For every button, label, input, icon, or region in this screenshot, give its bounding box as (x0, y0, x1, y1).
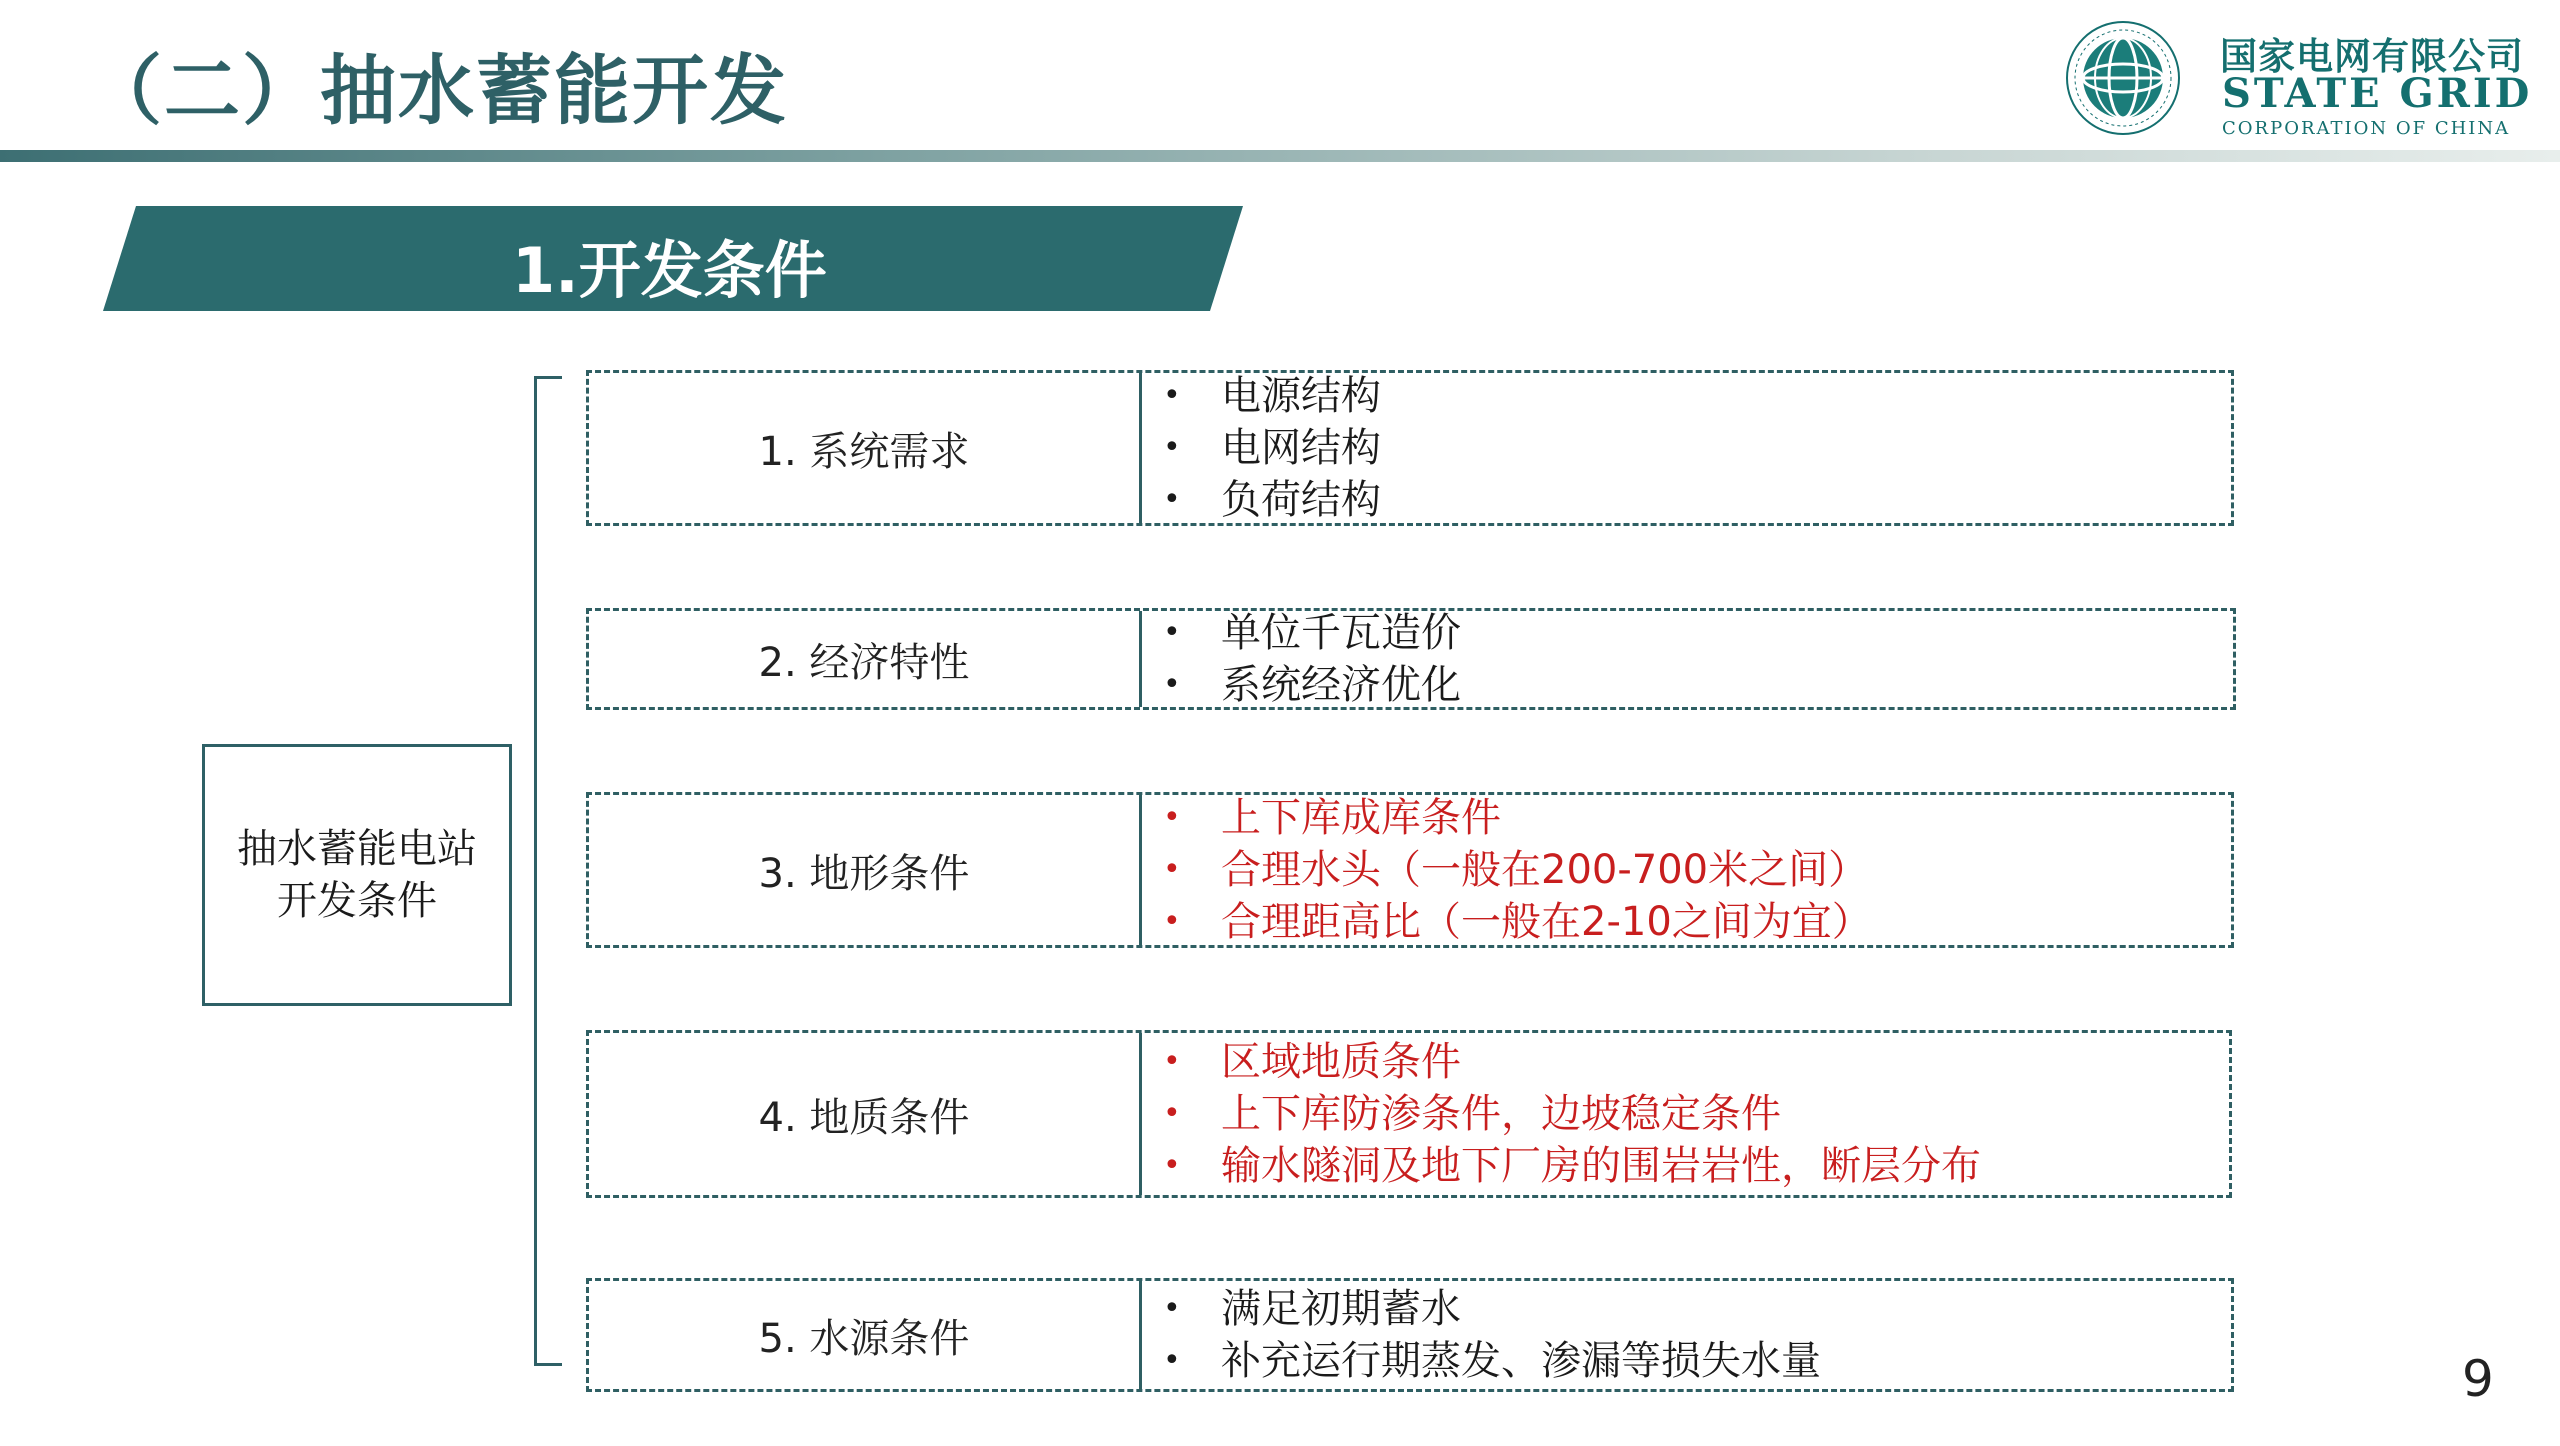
logo-name-en: STATE GRID (2222, 70, 2533, 117)
condition-item: • 单位千瓦造价 (1163, 607, 1461, 659)
condition-row (586, 370, 2234, 526)
condition-row (586, 1278, 2234, 1392)
condition-item: • 输水隧洞及地下厂房的围岩岩性，断层分布 (1163, 1140, 1981, 1192)
globe-logo-icon (2060, 18, 2186, 138)
bracket-connector (534, 376, 562, 1366)
condition-item: • 电网结构 (1163, 422, 1381, 474)
row-divider (1139, 373, 1142, 523)
row-divider (1139, 795, 1142, 945)
row-divider (1139, 1033, 1142, 1195)
title-divider (0, 150, 2560, 162)
condition-row (586, 792, 2234, 948)
condition-item: • 满足初期蓄水 (1163, 1283, 1821, 1335)
logo-name-en-sub: CORPORATION OF CHINA (2222, 118, 2511, 139)
root-node (202, 744, 512, 1006)
condition-label: 2. 经济特性 (758, 639, 970, 686)
condition-items (1163, 373, 1381, 523)
condition-label: 4. 地质条件 (758, 1094, 970, 1141)
condition-label: 3. 地形条件 (758, 850, 970, 897)
condition-item: • 合理水头（一般在200-700米之间） (1163, 844, 1872, 896)
state-grid-logo (2060, 18, 2533, 139)
root-node-label: 抽水蓄能电站开发条件 (237, 826, 477, 924)
condition-row (586, 608, 2236, 710)
condition-items (1163, 795, 1872, 945)
page-title: （二）抽水蓄能开发 (86, 46, 788, 135)
condition-item: • 系统经济优化 (1163, 659, 1461, 711)
condition-label: 5. 水源条件 (758, 1315, 970, 1362)
condition-item: • 合理距高比（一般在2-10之间为宜） (1163, 896, 1872, 948)
condition-items (1163, 1281, 1821, 1389)
condition-items (1163, 611, 1461, 707)
condition-label: 1. 系统需求 (758, 428, 970, 475)
section-banner-label: 1.开发条件 (512, 234, 827, 307)
condition-item: • 补充运行期蒸发、渗漏等损失水量 (1163, 1335, 1821, 1387)
condition-item: • 电源结构 (1163, 370, 1381, 422)
condition-items (1163, 1033, 1981, 1195)
condition-item: • 上下库防渗条件，边坡稳定条件 (1163, 1088, 1981, 1140)
row-divider (1139, 611, 1142, 707)
logo-name-cn: 国家电网有限公司 (2220, 35, 2524, 78)
page-number: 9 (2462, 1350, 2494, 1408)
condition-item: • 负荷结构 (1163, 474, 1381, 526)
row-divider (1139, 1281, 1142, 1389)
condition-item: • 上下库成库条件 (1163, 792, 1872, 844)
condition-item: • 区域地质条件 (1163, 1036, 1981, 1088)
condition-row (586, 1030, 2232, 1198)
